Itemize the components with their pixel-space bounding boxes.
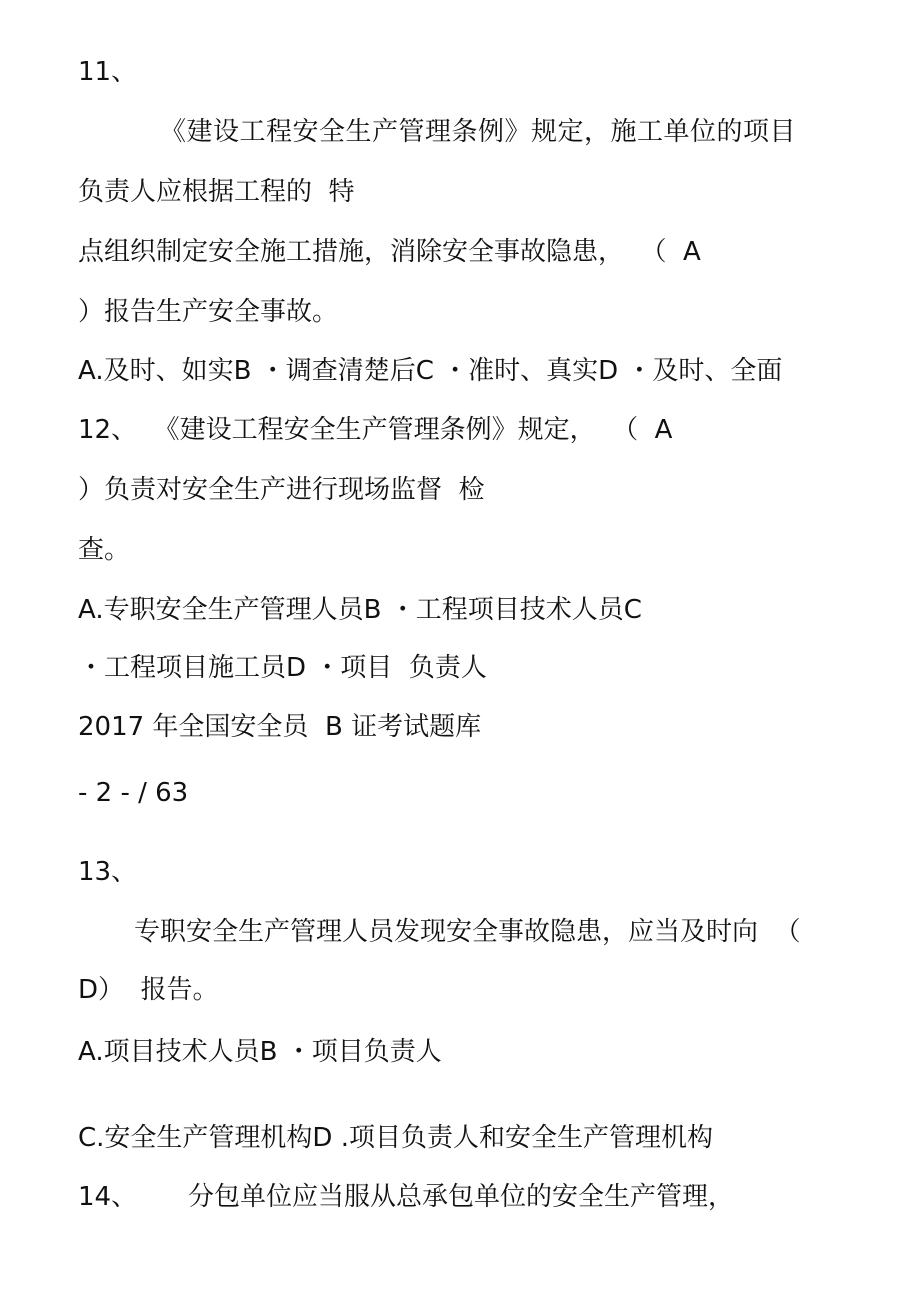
question-13-number: 13、 xyxy=(78,857,138,887)
question-12-text: 查。 xyxy=(78,535,131,565)
question-11-text: 《建设工程安全生产管理条例》规定，施工单位的项目 xyxy=(160,117,797,147)
question-11-text: 点组织制定安全施工措施，消除安全事故隐患， （ A xyxy=(78,237,701,267)
question-13-options: C.安全生产管理机构D .项目负责人和安全生产管理机构 xyxy=(78,1123,713,1153)
question-12-text: ）负责对安全生产进行现场监督 检 xyxy=(78,475,485,505)
question-11-text: ）报告生产安全事故。 xyxy=(78,297,339,327)
question-11-number: 11、 xyxy=(78,57,138,87)
question-14-number: 14、 xyxy=(78,1182,138,1212)
question-13-text: D） 报告。 xyxy=(78,975,219,1005)
question-11-text: 负责人应根据工程的 特 xyxy=(78,177,355,207)
question-12-options: A.专职安全生产管理人员B ・工程项目技术人员C xyxy=(78,595,642,625)
question-13-text: 专职安全生产管理人员发现安全事故隐患，应当及时向 （ xyxy=(134,917,801,947)
running-header: 2017 年全国安全员 B 证考试题库 xyxy=(78,712,482,742)
page-number: - 2 - / 63 xyxy=(78,778,189,808)
question-12-options: ・工程项目施工员D ・项目 负责人 xyxy=(78,653,487,683)
question-14-text: 分包单位应当服从总承包单位的安全生产管理， xyxy=(188,1182,735,1212)
question-11-options: A.及时、如实B ・调查清楚后C ・准时、真实D ・及时、全面 xyxy=(78,356,783,386)
question-13-options: A.项目技术人员B ・项目负责人 xyxy=(78,1037,442,1067)
question-12-text: 12、 《建设工程安全生产管理条例》规定， （ A xyxy=(78,415,673,445)
